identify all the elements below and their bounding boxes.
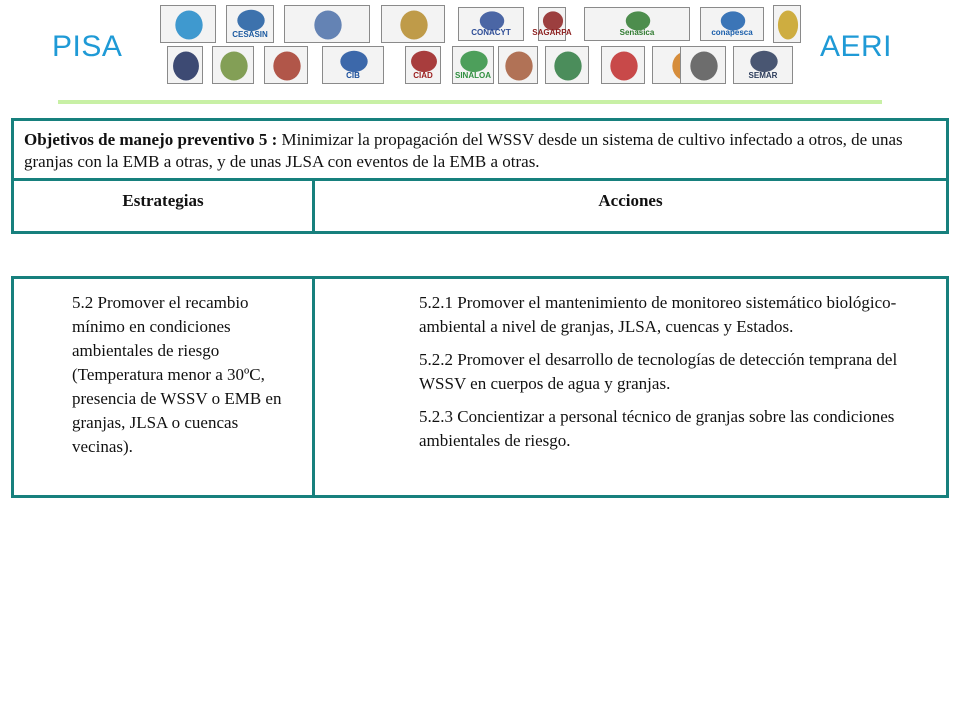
- logo-sinaloa-art-icon: [213, 47, 255, 85]
- objective-table-header: [11, 118, 949, 234]
- logo-comite-sanidad-nayarit: [160, 5, 216, 43]
- logo-senasica: [584, 7, 690, 41]
- logo-comite-sanidad-acuicola-icon: [285, 6, 371, 44]
- brand-right: AERI: [820, 30, 893, 63]
- logo-unam: [167, 46, 203, 84]
- column-header-strategies: Estrategias: [122, 191, 204, 210]
- logo-unam-icon: [168, 47, 204, 85]
- logo-comite-sanidad-acuicola: [284, 5, 370, 43]
- logo-sinaloa-art: [212, 46, 254, 84]
- logo-conapesca: [700, 7, 764, 41]
- header-divider: [58, 100, 882, 104]
- action-item: 5.2.3 Concientizar a personal técnico de granjas sobre las condiciones ambientales de riesgo.: [419, 407, 895, 450]
- logo-escudo: [773, 5, 801, 43]
- logo-maya: [498, 46, 538, 84]
- logo-semar: [733, 46, 793, 84]
- logo-comite-baja-california-sur-icon: [382, 6, 446, 44]
- logo-escudo-estado: [264, 46, 308, 84]
- logo-escudo-icon: [774, 6, 802, 44]
- actions-cell: [419, 291, 939, 462]
- logo-maya-icon: [499, 47, 539, 85]
- logo-universidad-circle: [545, 46, 589, 84]
- logo-senasica-label: Senasica: [619, 28, 655, 37]
- action-item: 5.2.2 Promover el desarrollo de tecnologías de detección temprana del WSSV en cuerpos de agua y granjas.: [419, 350, 898, 393]
- logo-comite-baja-california-sur: [381, 5, 445, 43]
- body-column-divider: [312, 279, 315, 495]
- logo-semar-label: SEMAR: [748, 71, 778, 80]
- logo-conacyt-label: CONACYT: [471, 28, 511, 37]
- column-header-actions: Acciones: [598, 191, 663, 210]
- logo-sinaloa: [452, 46, 494, 84]
- logo-escudo-estado-icon: [265, 47, 309, 85]
- logo-cib: [322, 46, 384, 84]
- action-item: 5.2.1 Promover el mantenimiento de monitoreo sistemático biológico-ambiental a nivel de granjas, JLSA, cuencas y Estados.: [419, 293, 897, 336]
- logo-red-diagnostico-icon: [681, 47, 727, 85]
- logo-sagarpa-label: SAGARPA: [532, 28, 572, 37]
- logo-sello-rojo: [601, 46, 645, 84]
- logo-conapesca-label: conapesca: [711, 28, 753, 37]
- logo-ciad-label: CIAD: [413, 71, 433, 80]
- logo-red-diagnostico: [680, 46, 726, 84]
- objective-description: Minimizar la propagación del WSSV desde un sistema de cultivo infectado a otros, de unas granjas con la EMB a otras, y de unas JLSA con eventos de la EMB a otras.: [24, 130, 903, 171]
- logo-ciad: [405, 46, 441, 84]
- objective-title: Objetivos de manejo preventivo 5 :: [24, 130, 278, 149]
- logo-comite-sanidad-nayarit-icon: [161, 6, 217, 44]
- strategy-actions-table: [11, 276, 949, 498]
- logo-cesasin-label: CESASIN: [232, 30, 268, 39]
- logo-conacyt: [458, 7, 524, 41]
- logo-sinaloa-label: SINALOA: [455, 71, 491, 80]
- logo-sello-rojo-icon: [602, 47, 646, 85]
- logo-cib-label: CIB: [346, 71, 360, 80]
- strategy-cell: 5.2 Promover el recambio mínimo en condiciones ambientales de riesgo (Temperatura menor a 30ºC, presencia de WSSV o EMB en granjas, JLSA o cuencas vecinas).: [72, 293, 282, 456]
- brand-left: PISA: [52, 30, 123, 63]
- logo-universidad-circle-icon: [546, 47, 590, 85]
- logo-cesasin: [226, 5, 274, 43]
- header-row-divider: [14, 178, 946, 181]
- logo-sagarpa: [532, 7, 572, 41]
- objective-text: [24, 129, 936, 173]
